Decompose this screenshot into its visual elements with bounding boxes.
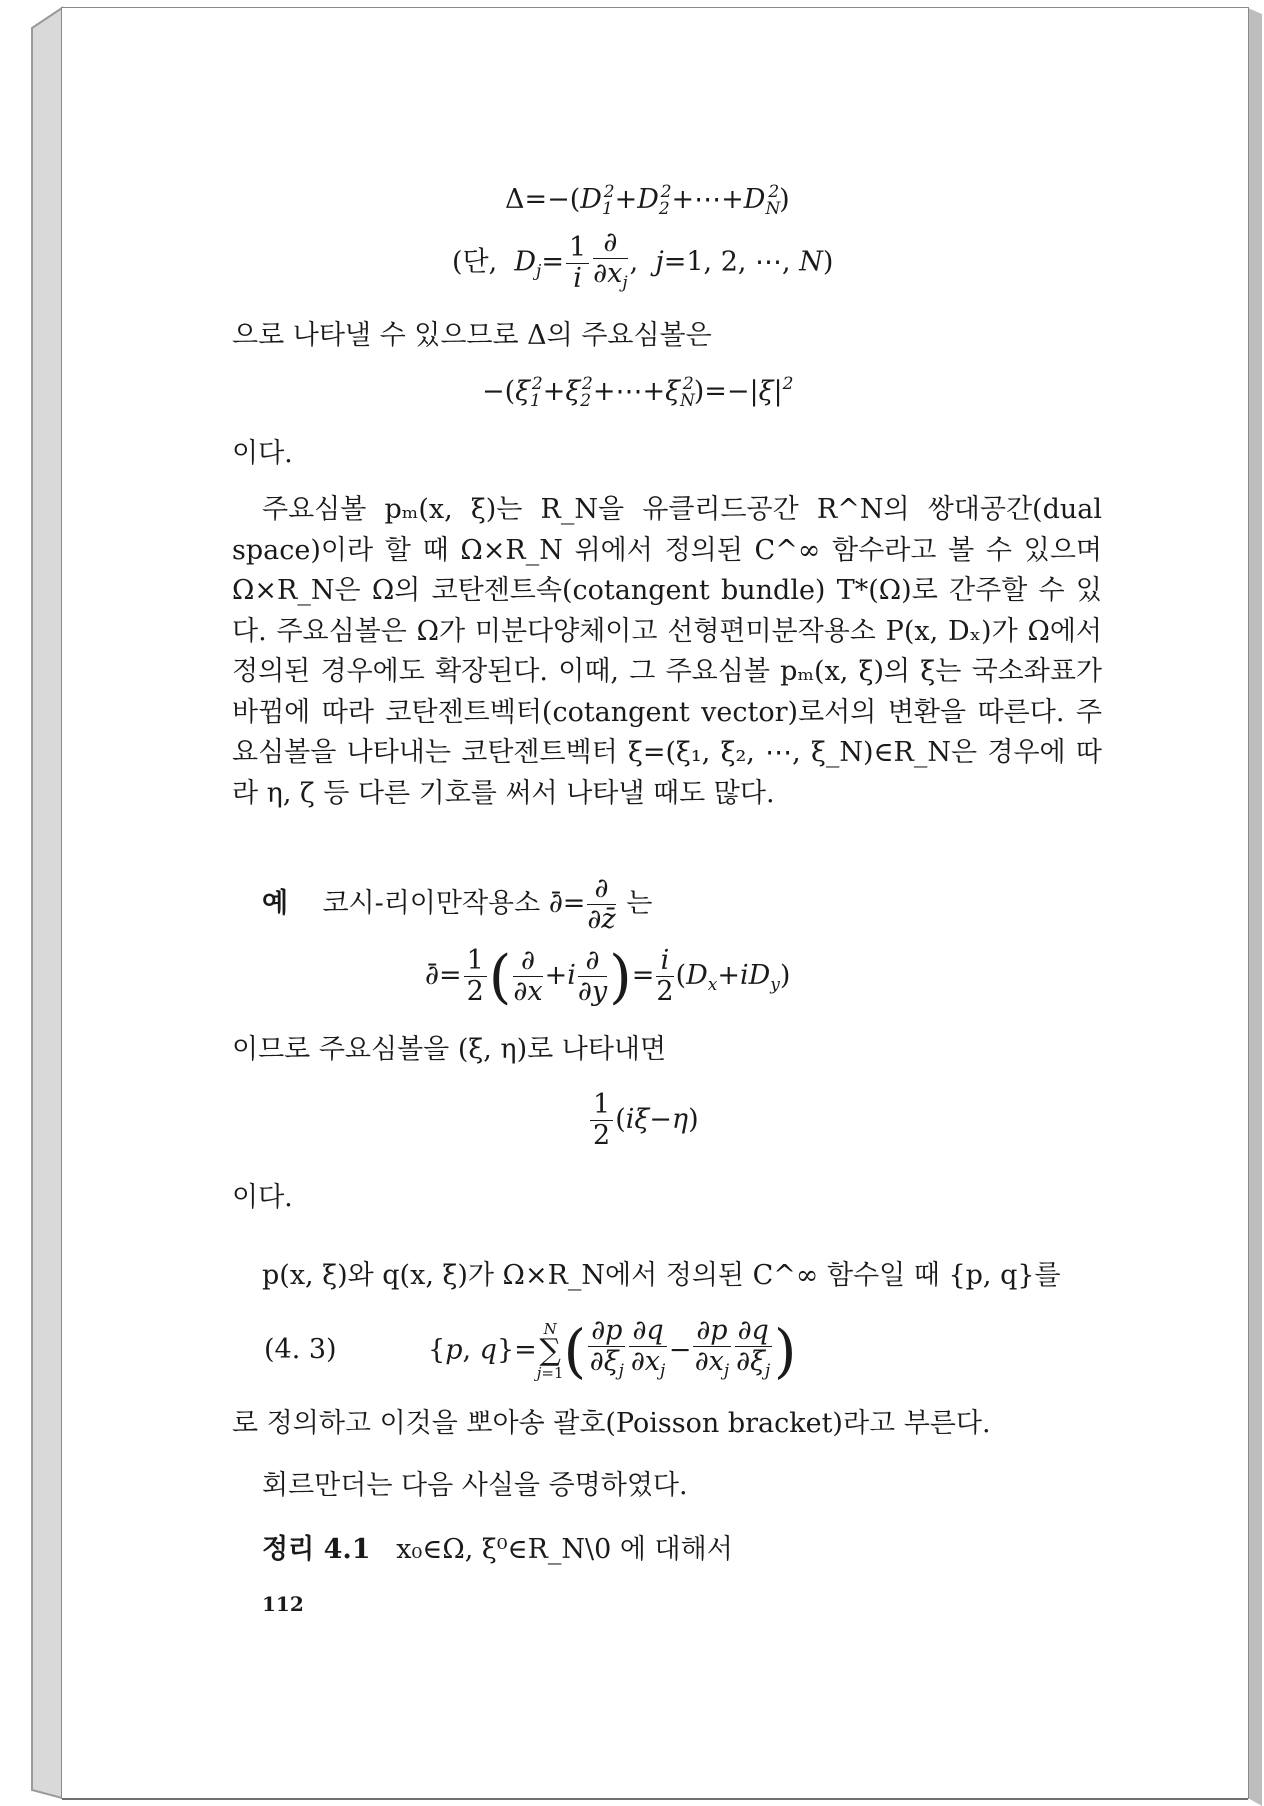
- text-line-6: 로 정의하고 이것을 뽀아송 괄호(Poisson bracket)라고 부른다.: [232, 1408, 991, 1439]
- example-line: 예 코시-리이만작용소 ∂̄= $\frac{\partial}{\partial z̄}$ 는: [262, 873, 653, 935]
- text-line-3: 이므로 주요심볼을 (ξ, η)로 나타내면: [232, 1034, 667, 1065]
- formula-laplacian: $\Delta=-(D_1^2+D_2^2+\cdots+D_N^2)$: [505, 182, 790, 219]
- text-line-5: p(x, ξ)와 q(x, ξ)가 Ω×R_N에서 정의된 C^∞ 함수일 때 {p, q}를: [262, 1260, 1061, 1291]
- example-suffix: 는: [626, 888, 653, 919]
- formula-poisson-bracket: {p, q}= N ∑ j=1 ( $\frac{\partial p}{\partial\xi_j}$ $\frac{\partial q}{\partial x_j}$ − $\frac{\partial p}{\partial x_j}$ $\frac{\partial q}{\partial\xi_j}$ ): [428, 1315, 797, 1385]
- page-number: 112: [262, 1592, 304, 1616]
- theorem-text: x₀∈Ω, ξ⁰∈R_N\0 에 대해서: [396, 1534, 733, 1565]
- formula-condition: (단, $D_j=$ $\frac{1}{i}$ $\frac{\partial}{\partial x_j}$ , j=1, 2, ⋯, N): [452, 227, 834, 294]
- text-line-2: 이다.: [232, 438, 293, 469]
- text-line-4: 이다.: [232, 1182, 293, 1213]
- formula-principal-symbol: $-(\xi_1^2+\xi_2^2+\cdots+\xi_N^2)=-|\xi|^2$: [482, 374, 794, 411]
- theorem-line: [262, 1530, 733, 1570]
- paragraph-principal-symbol: 주요심볼 pₘ(x, ξ)는 R_N을 유클리드공간 R^N의 쌍대공간(dual space)이라 할 때 Ω×R_N 위에서 정의된 C^∞ 함수라고 볼 수 있으며 Ω×R_N은 Ω의 코탄젠트속(cotangent bundle) T*(Ω)로 간주할 수 있다. 주요심볼은 Ω가 미분다양체이고 선형편미분작용소 P(x, Dₓ)가 Ω에서 정의된 경우에도 확장된다. 이때, 그 주요심볼 pₘ(x, ξ)의 ξ는 국소좌표가 바뀜에 따라 코탄젠트벡터(cotangent vector)로서의 변환을 따른다. 주요심볼을 나타내는 코탄젠트벡터 ξ=(ξ₁, ξ₂, ⋯, ξ_N)∈R_N은 경우에 따라 η, ζ 등 다른 기호를 써서 나타낼 때도 많다.: [232, 494, 1102, 809]
- text-line-1: 으로 나타낼 수 있으므로 Δ의 주요심볼은: [232, 320, 712, 351]
- text-line-7: 회르만더는 다음 사실을 증명하였다.: [262, 1470, 688, 1501]
- formula-dbar: ∂̄= $\frac{1}{2}$ ( $\frac{\partial}{\partial x}$ +i $\frac{\partial}{\partial y}$ )= $\frac{i}{2}$ $(D_x+iD_y)$: [425, 942, 791, 1011]
- example-text: 코시-리이만작용소: [322, 888, 541, 919]
- theorem-label: 정리 4.1: [262, 1534, 371, 1565]
- example-label: 예: [262, 888, 289, 919]
- equation-number: (4. 3): [264, 1334, 337, 1365]
- formula-symbol-dbar: $\frac{1}{2}$ (iξ−η): [588, 1090, 699, 1151]
